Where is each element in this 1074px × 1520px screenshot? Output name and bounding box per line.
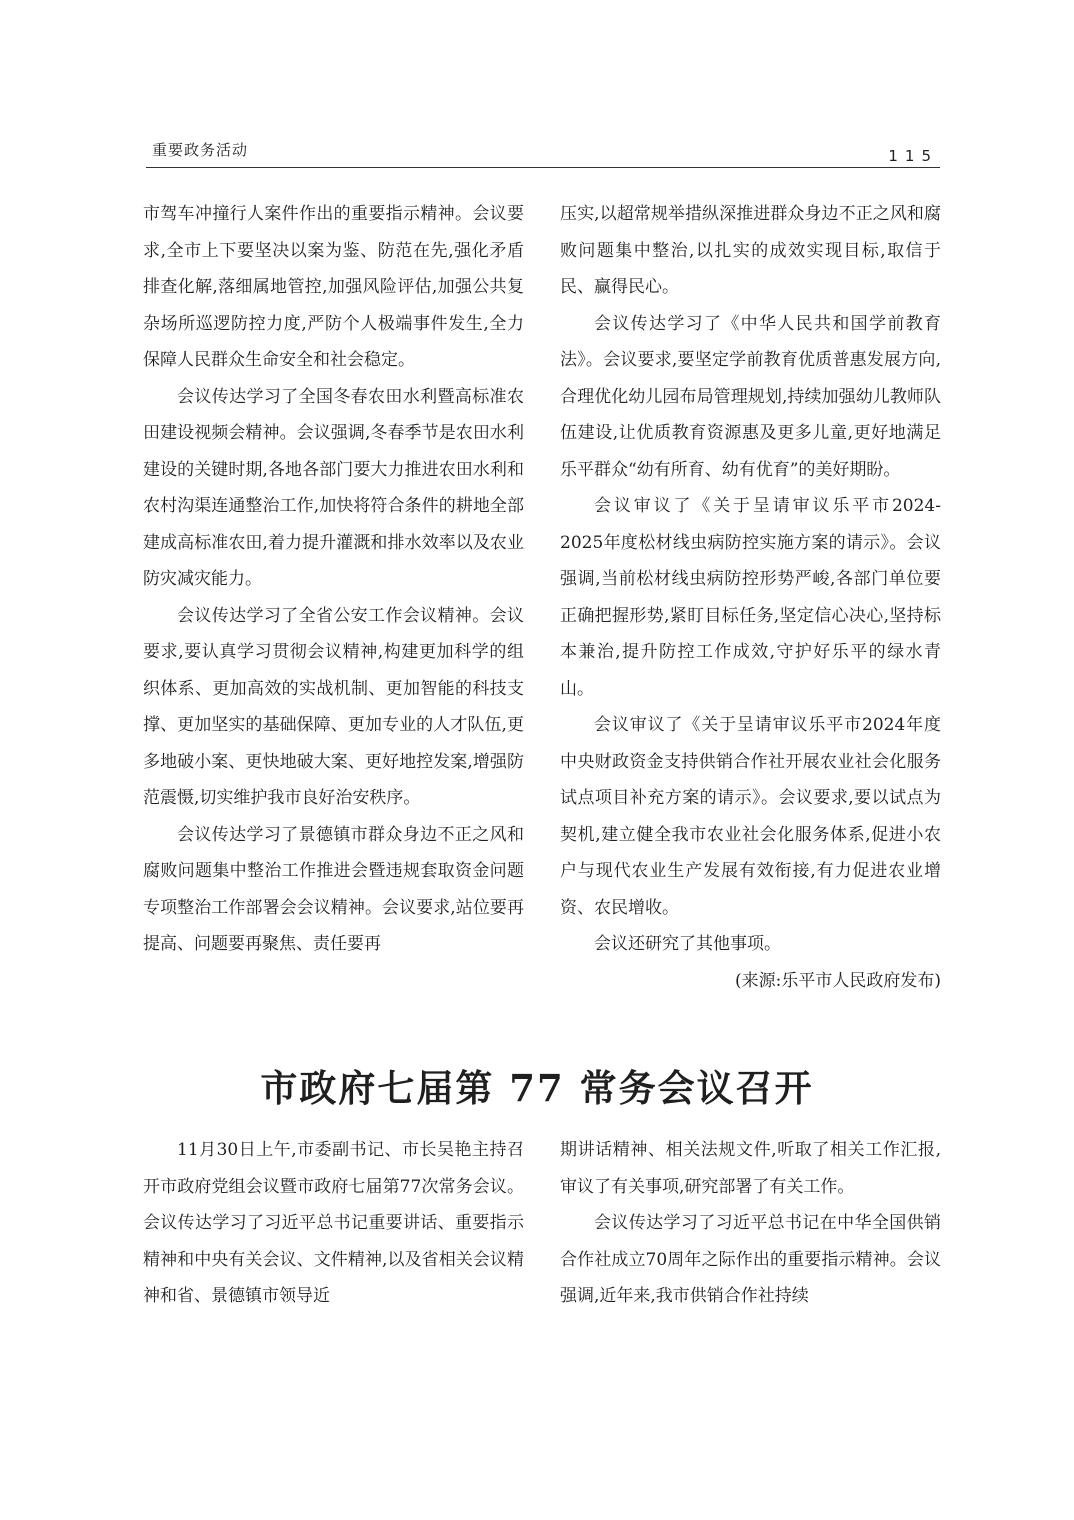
paragraph: 压实,以超常规举措纵深推进群众身边不正之风和腐败问题集中整治,以扎实的成效实现目标,取信于民、赢得民心。 xyxy=(560,204,941,297)
paragraph: 会议审议了《关于呈请审议乐平市2024年度中央财政资金支持供销合作社开展农业社会化服务试点项目补充方案的请示》。会议要求,要以试点为契机,建立健全我市农业社会化服务体系,促进小农户与现代农业生产发展有效衔接,有力促进农业增资、农民增收。 xyxy=(560,715,941,918)
paragraph: 会议传达学习了《中华人民共和国学前教育法》。会议要求,要坚定学前教育优质普惠发展方向,合理优化幼儿园布局管理规划,持续加强幼儿教师队伍建设,让优质教育资源惠及更多儿童,更好地满足乐平群众“幼有所育、幼有优育”的美好期盼。 xyxy=(560,313,941,480)
page-number: 115 xyxy=(888,147,938,165)
source-credit: (来源:乐平市人民政府发布) xyxy=(735,970,941,991)
section-title: 重要政务活动 xyxy=(152,141,249,159)
article1-left-column xyxy=(143,196,524,963)
paragraph: 会议传达学习了全国冬春农田水利暨高标准农田建设视频会精神。会议强调,冬春季节是农田水利建设的关键时期,各地各部门要大力推进农田水利和农村沟渠连通整治工作,加快将符合条件的耕地全部建成高标准农田,着力提升灌溉和排水效率以及农业防灾减灾能力。 xyxy=(143,386,524,589)
running-header xyxy=(146,139,940,168)
paragraph: 11月30日上午,市委副书记、市长吴艳主持召开市政府党组会议暨市政府七届第77次常务会议。会议传达学习了习近平总书记重要讲话、重要指示精神和中央有关会议、文件精神,以及省相关会议精神和省、景德镇市领导近 xyxy=(143,1140,524,1306)
paragraph: 市驾车冲撞行人案件作出的重要指示精神。会议要求,全市上下要坚决以案为鉴、防范在先,强化矛盾排查化解,落细属地管控,加强风险评估,加强公共复杂场所巡逻防控力度,严防个人极端事件发生,全力保障人民群众生命安全和社会稳定。 xyxy=(143,204,524,370)
paragraph: 期讲话精神、相关法规文件,听取了相关工作汇报,审议了有关事项,研究部署了有关工作。 xyxy=(560,1140,941,1197)
article2-right-column xyxy=(560,1132,941,1315)
paragraph: 会议传达学习了全省公安工作会议精神。会议要求,要认真学习贯彻会议精神,构建更加科学的组织体系、更加高效的实战机制、更加智能的科技支撑、更加坚实的基础保障、更加专业的人才队伍,更多地破小案、更快地破大案、更好地控发案,增强防范震慑,切实维护我市良好治安秩序。 xyxy=(143,605,524,808)
article-title: 市政府七届第 77 常务会议召开 xyxy=(260,1066,814,1110)
article1-right-column xyxy=(560,196,941,999)
paragraph: 会议审议了《关于呈请审议乐平市2024-2025年度松材线虫病防控实施方案的请示》。会议强调,当前松材线虫病防控形势严峻,各部门单位要正确把握形势,紧盯目标任务,坚定信心决心,坚持标本兼治,提升防控工作成效,守护好乐平的绿水青山。 xyxy=(560,496,941,699)
paragraph: 会议传达学习了习近平总书记在中华全国供销合作社成立70周年之际作出的重要指示精神。会议强调,近年来,我市供销合作社持续 xyxy=(560,1213,941,1306)
paragraph: 会议还研究了其他事项。 xyxy=(594,934,781,954)
paragraph: 会议传达学习了景德镇市群众身边不正之风和腐败问题集中整治工作推进会暨违规套取资金问题专项整治工作部署会会议精神。会议要求,站位要再提高、问题要再聚焦、责任要再 xyxy=(143,824,524,954)
article2-left-column xyxy=(143,1132,524,1315)
